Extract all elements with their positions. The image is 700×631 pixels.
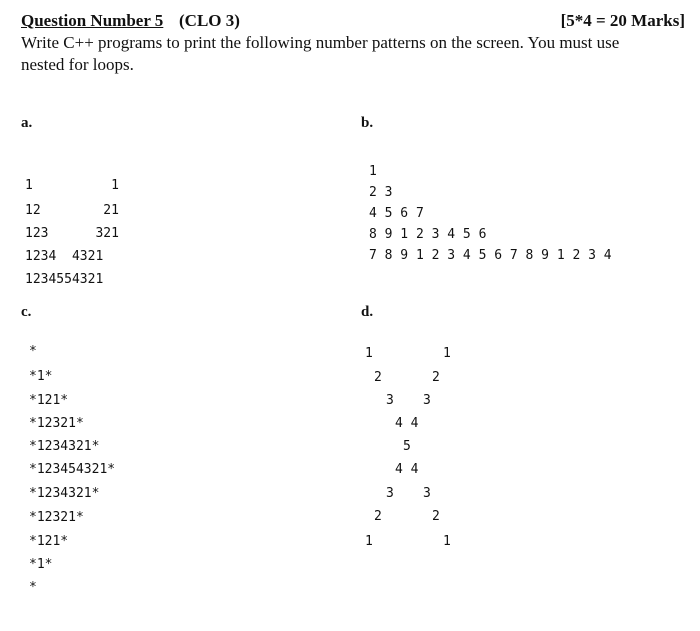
section-a-label: a. — [21, 115, 33, 131]
pattern-c-line-9: *121* — [29, 534, 69, 549]
pattern-d-line-1-left: 1 — [365, 346, 373, 361]
pattern-d-line-3-left: 3 — [386, 393, 394, 408]
pattern-a-line-2: 12 21 — [25, 203, 119, 218]
pattern-d-line-7-left: 3 — [386, 486, 394, 501]
pattern-b-line-1: 1 — [369, 164, 377, 179]
pattern-d-line-8-left: 2 — [374, 509, 382, 524]
pattern-d-line-9-left: 1 — [365, 534, 373, 549]
pattern-c-line-2: *1* — [29, 369, 53, 384]
pattern-c-line-4: *12321* — [29, 416, 84, 431]
section-d-label: d. — [361, 304, 374, 320]
section-b-label: b. — [361, 115, 374, 131]
pattern-a-line-5: 1234554321 — [25, 272, 104, 287]
pattern-d-line-2-right: 2 — [432, 370, 440, 385]
pattern-a-line-1: 1 1 — [25, 178, 119, 193]
pattern-c-line-10: *1* — [29, 557, 53, 572]
pattern-c-line-6: *123454321* — [29, 462, 116, 477]
pattern-c-line-8: *12321* — [29, 510, 84, 525]
question-number: Question Number 5 — [21, 11, 164, 30]
pattern-c-line-5: *1234321* — [29, 439, 100, 454]
pattern-b-line-5: 7 8 9 1 2 3 4 5 6 7 8 9 1 2 3 4 — [369, 248, 612, 263]
instructions-text: Write C++ programs to print the following number patterns on the screen. You must use nested for loops. — [21, 33, 620, 74]
pattern-d-line-2-left: 2 — [374, 370, 382, 385]
pattern-d-line-5: 5 — [403, 439, 411, 454]
pattern-c-line-3: *121* — [29, 393, 69, 408]
marks-label: [5*4 = 20 Marks] — [560, 11, 685, 30]
pattern-d-line-7-right: 3 — [423, 486, 431, 501]
pattern-d-line-9-right: 1 — [443, 534, 451, 549]
pattern-c-line-1: * — [29, 344, 37, 359]
pattern-b-line-2: 2 3 — [369, 185, 393, 200]
pattern-c-line-11: * — [29, 580, 37, 595]
pattern-d-line-6: 4 4 — [395, 462, 419, 477]
pattern-a-line-3: 123 321 — [25, 226, 119, 241]
question-header — [21, 11, 685, 31]
pattern-d-line-8-right: 2 — [432, 509, 440, 524]
pattern-d-line-1-right: 1 — [443, 346, 451, 361]
pattern-c-line-7: *1234321* — [29, 486, 100, 501]
pattern-b-line-3: 4 5 6 7 — [369, 206, 424, 221]
pattern-d-line-3-right: 3 — [423, 393, 431, 408]
pattern-d-line-4: 4 4 — [395, 416, 419, 431]
pattern-b-line-4: 8 9 1 2 3 4 5 6 — [369, 227, 487, 242]
section-c-label: c. — [21, 304, 32, 320]
pattern-a-line-4: 1234 4321 — [25, 249, 104, 264]
clo-label: (CLO 3) — [179, 11, 240, 30]
